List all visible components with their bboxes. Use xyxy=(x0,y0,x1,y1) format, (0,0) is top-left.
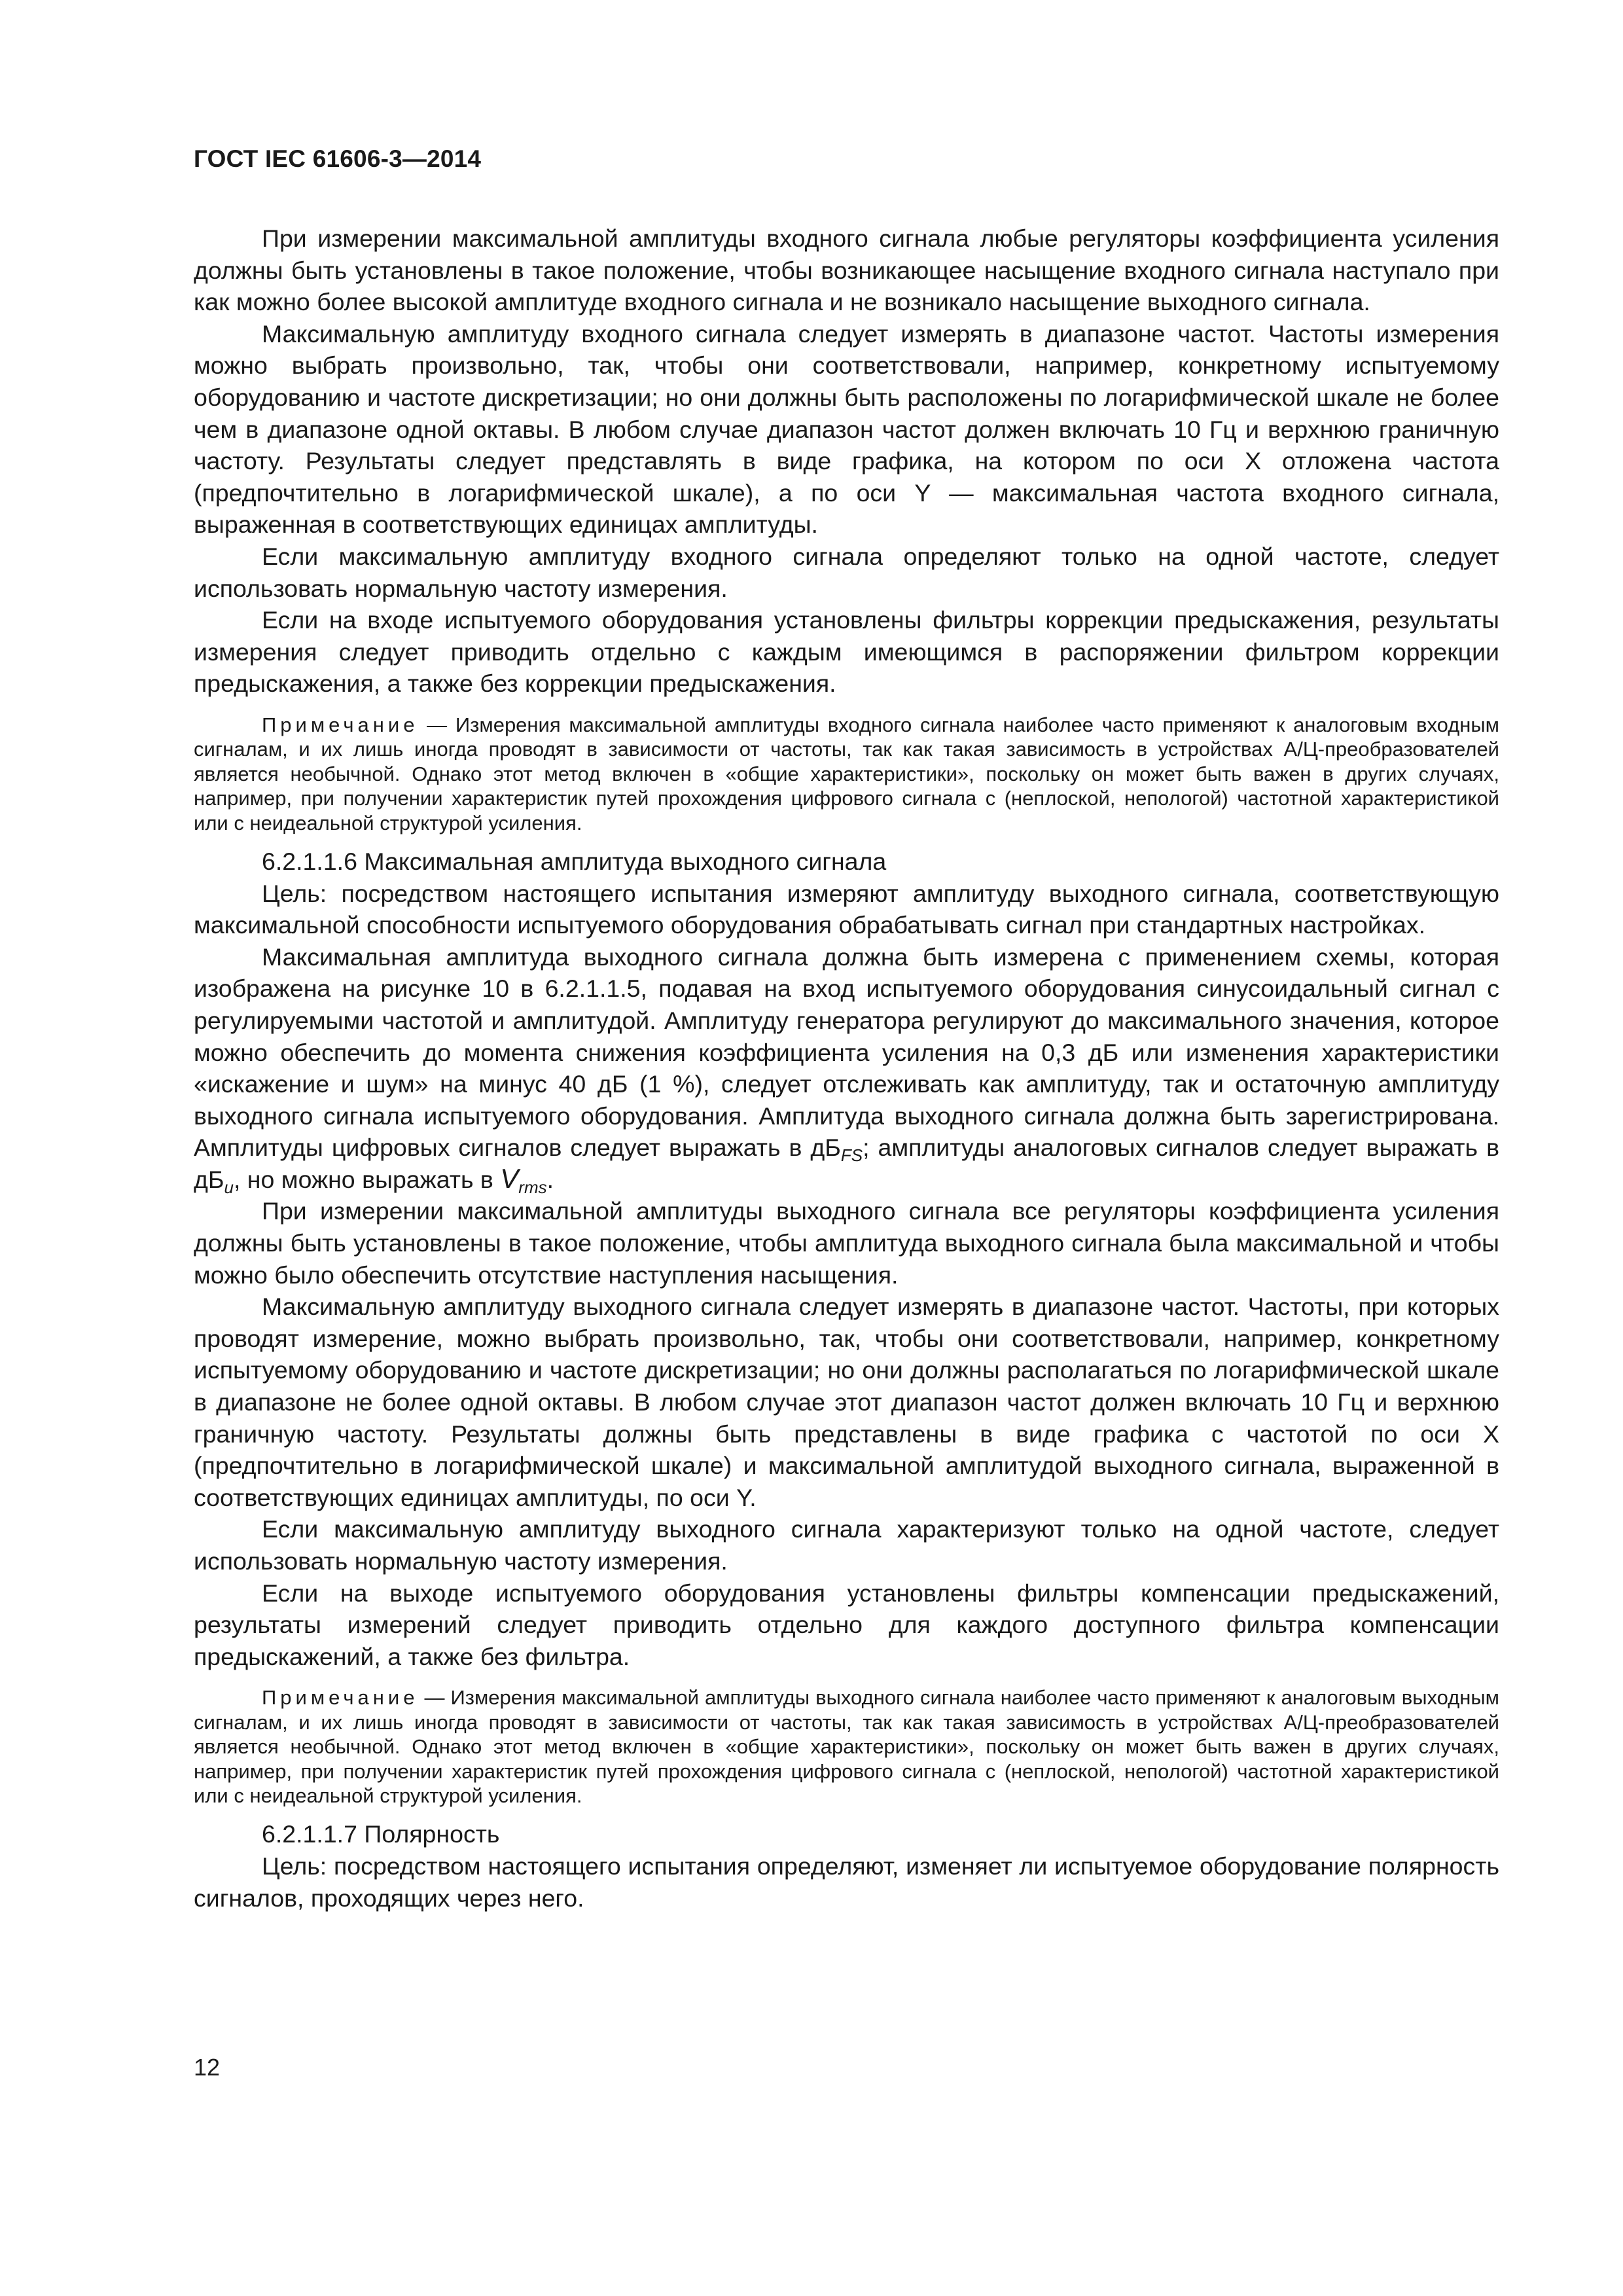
paragraph-input-deemphasis-filters: Если на входе испытуемого оборудования установлены фильтры коррекции предыскажения, результаты измерения следует приводить отдельно с каждым имеющимся в распоряжении фильтром коррекции предыскажения, а также без коррекции предыскажения. xyxy=(194,606,1499,698)
document-code-header: ГОСТ IEC 61606-3—2014 xyxy=(194,145,482,172)
note-output-amplitude xyxy=(194,1685,1499,1808)
paragraph-output-measurement-method xyxy=(194,941,1499,1196)
subscript-u: u xyxy=(224,1177,234,1197)
paragraph-output-single-frequency: Если максимальную амплитуду выходного сигнала характеризуют только на одной частоте, следует использовать нормальную частоту измерения. xyxy=(194,1515,1499,1575)
text-run: ; амплитуды аналоговых сигналов следует выражать в дБ xyxy=(194,1134,1499,1193)
subscript-fs: FS xyxy=(840,1145,863,1166)
text-run: . xyxy=(546,1165,554,1193)
text-run: , но можно выражать в xyxy=(233,1165,501,1193)
note-text: — Измерения максимальной амплитуды выходного сигнала наиболее часто применяют к аналоговым выходным сигналам, и их лишь иногда проводят в зависимости от частоты, так как такая зависимость в устройствах А/Ц-преобразователей является необычной. Однако этот метод включен в «общие характеристики», поскольку он может быть важен в других случаях, например, при получении характеристик путей прохождения цифрового сигнала с (неплоской, непологой) частотной характеристикой или с неидеальной структурой усиления. xyxy=(194,1686,1499,1807)
paragraph-polarity-purpose: Цель: посредством настоящего испытания определяют, изменяет ли испытуемое оборудование полярность сигналов, проходящих через него. xyxy=(194,1852,1499,1912)
paragraph-input-single-frequency: Если максимальную амплитуду входного сигнала определяют только на одной частоте, следует использовать нормальную частоту измерения. xyxy=(194,542,1499,602)
section-heading-6-2-1-1-7: 6.2.1.1.7 Полярность xyxy=(262,1820,500,1848)
paragraph-output-deemphasis-filters: Если на выходе испытуемого оборудования установлены фильтры компенсации предыскажений, результаты измерений следует приводить отдельно для каждого доступного фильтра компенсации предыскажений, а также без фильтра. xyxy=(194,1579,1499,1670)
paragraph-output-gain-controls: При измерении максимальной амплитуды выходного сигнала все регуляторы коэффициента усиления должны быть установлены в такое положение, чтобы амплитуда выходного сигнала была максимальной и чтобы можно было обеспечить отсутствие наступления насыщения. xyxy=(194,1197,1499,1289)
paragraph-input-frequency-range: Максимальную амплитуду входного сигнала следует измерять в диапазоне частот. Частоты измерения можно выбрать произвольно, так, чтобы они соответствовали, например, конкретному испытуемому оборудованию и частоте дискретизации; но они должны быть расположены по логарифмической шкале не более чем в диапазоне одной октавы. В любом случае диапазон частот должен включать 10 Гц и верхнюю граничную частоту. Результаты следует представлять в виде графика, на котором по оси X отложена частота (предпочтительно в логарифмической шкале), а по оси Y — максимальная частота входного сигнала, выраженная в соответствующих единицах амплитуды. xyxy=(194,319,1499,539)
note-label: Примечание xyxy=(262,713,419,736)
paragraph-output-frequency-range: Максимальную амплитуду выходного сигнала следует измерять в диапазоне частот. Частоты, при которых проводят измерение, можно выбрать произвольно, так, чтобы они соответствовали, например, конкретному испытуемому оборудованию и частоте дискретизации; но они должны располагаться по логарифмической шкале в диапазоне не более одной октавы. В любом случае этот диапазон частот должен включать 10 Гц и верхнюю граничную частоту. Результаты должны быть представлены в виде графика с частотой по оси X (предпочтительно в логарифмической шкале) и максимальной амплитудой выходного сигнала, выраженной в соответствующих единицах амплитуды, по оси Y. xyxy=(194,1293,1499,1511)
paragraph-output-purpose: Цель: посредством настоящего испытания измеряют амплитуду выходного сигнала, соответствующую максимальной способности испытуемого оборудования обрабатывать сигнал при стандартных настройках. xyxy=(194,879,1499,939)
note-input-amplitude xyxy=(194,713,1499,835)
note-text: — Измерения максимальной амплитуды входного сигнала наиболее часто применяют к аналоговым входным сигналам, и их лишь иногда проводят в зависимости от частоты, так как такая зависимость в устройствах А/Ц-преобразователей является необычной. Однако этот метод включен в «общие характеристики», поскольку он может быть важен в других случаях, например, при получении характеристик путей прохождения цифрового сигнала с (неплоской, непологой) частотной характеристикой или с неидеальной структурой усиления. xyxy=(194,713,1499,834)
symbol-v: V xyxy=(500,1162,519,1194)
subscript-rms: rms xyxy=(518,1177,547,1197)
paragraph-input-gain-controls: При измерении максимальной амплитуды входного сигнала любые регуляторы коэффициента усиления должны быть установлены в такое положение, чтобы возникающее насыщение входного сигнала наступало при как можно более высокой амплитуде входного сигнала и не возникало насыщение выходного сигнала. xyxy=(194,224,1499,316)
note-label: Примечание xyxy=(262,1686,419,1710)
section-heading-6-2-1-1-6: 6.2.1.1.6 Максимальная амплитуда выходного сигнала xyxy=(262,847,887,875)
text-run: Максимальная амплитуда выходного сигнала должна быть измерена с применением схемы, которая изображена на рисунке 10 в 6.2.1.1.5, подавая на вход испытуемого оборудования синусоидальный сигнал с регулируемыми частотой и амплитудой. Амплитуду генератора регулируют до максимального значения, которое можно обеспечить до момента снижения коэффициента усиления на 0,3 дБ или изменения характеристики «искажение и шум» на минус 40 дБ (1 %), следует отслеживать как амплитуду, так и остаточную амплитуду выходного сигнала испытуемого оборудования. Амплитуда выходного сигнала должна быть зарегистрирована. Амплитуды цифровых сигналов следует выражать в дБ xyxy=(194,942,1499,1162)
document-body xyxy=(194,223,1499,1914)
page-number: 12 xyxy=(194,2054,221,2081)
